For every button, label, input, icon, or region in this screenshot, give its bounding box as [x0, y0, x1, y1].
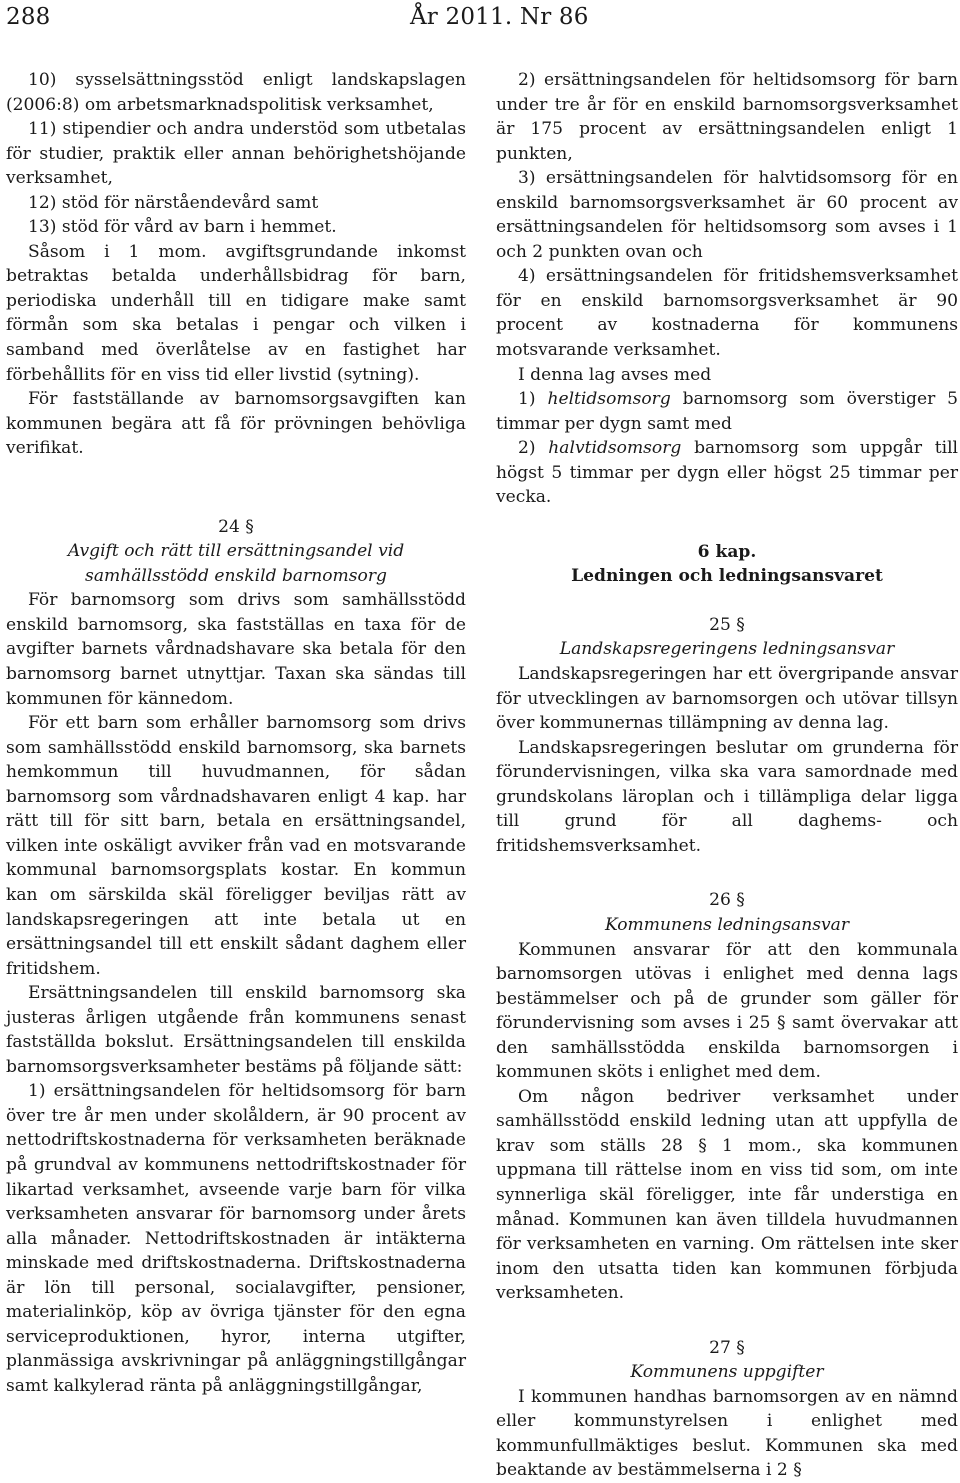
list-item: 3) ersättningsandelen för halvtidsomsorg för en enskild barnomsorgsverksamhet är 60 procent av ersättningsandelen för heltidsomsorg som avses i 1 och 2 punkten ovan och [496, 168, 958, 262]
definition-term: heltidsomsorg [547, 389, 671, 410]
paragraph: Kommunen ansvarar för att den kommunala barnomsorgen utövas i enlighet med denna lags bestämmelser och på de grunder som gäller för förundervisning som avses i 25 § samt övervakar att den samhällsstödda enskilda barnomsorgen i kommunen sköts i enlighet med dem. [496, 939, 958, 1083]
paragraph: 1) ersättningsandelen för heltidsomsorg för barn över tre år men under skolåldern, är 90 procent av nettodriftskostnaderna för verksamheten beräknade på grundval av kommunens nettodriftskostnader för likartad verksamhet, avseende varje barn för vilka verksamheten ansvarar för barnomsorg under årets alla månader. Nettodriftskostnaden är intäkterna minskade med driftskostnaderna. Driftskostnaderna är lön till personal, socialavgifter, pensioner, materialinköp, köp av övriga tjänster för den egna serviceproduktionen, hyror, interna utgifter, planmässiga avskrivningar på anläggningstillgångar samt kalkylerad ränta på anläggningstillgångar, [6, 1081, 466, 1396]
list-item: 11) stipendier och andra understöd som utbetalas för studier, praktik eller annan behörighetshöjande verksamhet, [6, 119, 466, 189]
paragraph: För ett barn som erhåller barnomsorg som drivs som samhällsstödd enskild barnomsorg, ska barnets hemkommun till huvudmannen, för sådan barnomsorg som vårdnadshavaren enligt 4 kap. har rätt till för sitt barn, betala en ersättningsandel, vilken inte oskäligt avviker från vad en motsvarande kommunal barnomsorgsplats kostar. En kommun kan om särskilda skäl föreligger beviljas rätt av landskapsregeringen att inte betala ut en ersättningsandel till ett enskilt sådant daghem eller fritidshem. [6, 713, 466, 979]
paragraph: I kommunen handhas barnomsorgen av en nämnd eller kommunstyrelsen i enlighet med kommunfullmäktiges beslut. Kommunen ska med beaktande av bestämmelserna i 2 § [496, 1386, 958, 1481]
definition-prefix: 2) [518, 438, 549, 459]
section-title: Kommunens uppgifter [630, 1362, 824, 1383]
list-item: 4) ersättningsandelen för fritidshemsverksamhet för en enskild barnomsorgsverksamhet är 90 procent av kostnaderna för kommunens motsvarande verksamhet. [496, 266, 958, 361]
page-number: 288 [6, 4, 51, 30]
section-title: Landskapsregeringens ledningsansvar [559, 639, 895, 660]
section-27-heading [496, 1336, 958, 1385]
definition-item [496, 436, 958, 510]
journal-header: År 2011. Nr 86 [410, 4, 589, 30]
section-25-heading [496, 613, 958, 662]
section-title: Kommunens ledningsansvar [604, 914, 850, 935]
list-item: 10) sysselsättningsstöd enligt landskapslagen (2006:8) om arbetsmarknadspolitisk verksamhet, [6, 70, 466, 115]
list-item: 12) stöd för närståendevård samt [28, 192, 319, 213]
paragraph: För barnomsorg som drivs som samhällsstödd enskild barnomsorg, ska fastställas en taxa för de avgifter barnets vårdnadshavare ska betala för den barnomsorg barnet utnyttjar. Taxan ska sändas till kommunen för kännedom. [6, 590, 466, 709]
definition-item [496, 387, 958, 436]
definition-term: halvtidsomsorg [548, 438, 682, 459]
list-item: 13) stöd för vård av barn i hemmet. [28, 217, 337, 238]
paragraph: För fastställande av barnomsorgsavgiften kan kommunen begära att få för prövningen behövliga verifikat. [6, 389, 466, 459]
section-number: 27 § [709, 1337, 745, 1358]
chapter-number: 6 kap. [697, 541, 757, 562]
section-number: 26 § [709, 890, 745, 911]
definition-text: barnomsorg som överstiger 5 timmar per dygn samt med [496, 389, 959, 434]
paragraph: Ersättningsandelen till enskild barnomsorg ska justeras årligen utgående från kommunens senast fastställda bokslut. Ersättningsandelen till enskilda barnomsorgsverksamheter bestäms på följande sätt: [6, 983, 466, 1077]
section-number: 24 § [218, 516, 254, 537]
paragraph: Såsom i 1 mom. avgiftsgrundande inkomst betraktas betalda underhållsbidrag för barn, periodiska underhåll till en tidigare make samt förmån som ska betalas i pengar och vilken i samband med överlåtelse av en fastighet har förbehållits för en viss tid eller livstid (sytning). [6, 241, 466, 385]
paragraph: Landskapsregeringen har ett övergripande ansvar för utvecklingen av barnomsorgen och utövar tillsyn över kommunernas tillämpning av denna lag. [496, 664, 958, 734]
paragraph: I denna lag avses med [518, 364, 712, 385]
section-title: Avgift och rätt till ersättningsandel vid samhällsstödd enskild barnomsorg [67, 541, 405, 586]
left-column [6, 68, 466, 1398]
section-24-heading [6, 515, 466, 589]
section-26-heading [496, 888, 958, 937]
chapter-title: Ledningen och ledningsansvaret [571, 566, 883, 587]
paragraph: Om någon bedriver verksamhet under samhällsstödd enskild ledning utan att uppfylla de krav som ställs 28 § 1 mom., ska kommunen uppmana till rättelse inom en viss tid som, om inte synnerliga skäl föreligger, inte får understiga en månad. Kommunen kan även tilldela huvudmannen för verksamheten en varning. Om rättelsen inte sker inom den utsatta tiden kan kommunen förbjuda verksamheten. [496, 1086, 958, 1304]
chapter-heading [496, 540, 958, 589]
right-column [496, 68, 958, 1483]
definition-prefix: 1) [518, 389, 548, 410]
list-item: 2) ersättningsandelen för heltidsomsorg för barn under tre år för en enskild barnomsorgsverksamhet är 175 procent av ersättningsandelen enligt 1 punkten, [496, 70, 958, 164]
paragraph: Landskapsregeringen beslutar om grunderna för förundervisningen, vilka ska vara samordnade med grundskolans läroplan och i tillämpliga delar ligga till grund för all daghems- och fritidshemsverksamhet. [496, 737, 958, 856]
definition-text: barnomsorg som uppgår till högst 5 timmar per dygn eller högst 25 timmar per vecka. [496, 438, 958, 508]
section-number: 25 § [709, 614, 745, 635]
